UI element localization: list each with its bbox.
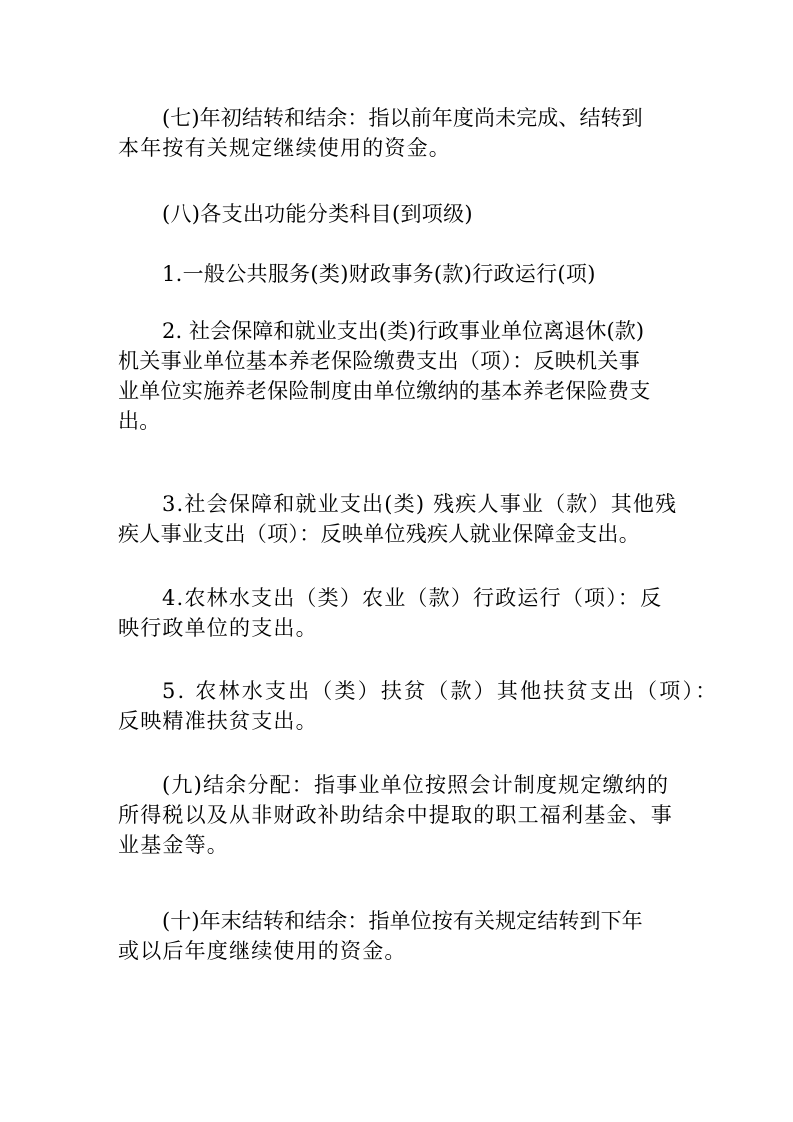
paragraph-surplus-distribution bbox=[118, 770, 688, 860]
text-line: 机关事业单位基本养老保险缴费支出（项）：反映机关事 bbox=[118, 349, 640, 373]
text-line: 映行政单位的支出。 bbox=[118, 616, 318, 640]
paragraph-year-start-carryover bbox=[118, 103, 688, 163]
paragraph-item-1 bbox=[118, 259, 688, 289]
paragraph-year-end-carryover bbox=[118, 906, 688, 966]
text-line: (八)各支出功能分类科目(到项级) bbox=[162, 202, 473, 226]
text-line: 3.社会保障和就业支出(类) 残疾人事业（款）其他残 bbox=[162, 492, 678, 516]
text-line: 业基金等。 bbox=[118, 833, 229, 857]
text-line: 业单位实施养老保险制度由单位缴纳的基本养老保险费支 bbox=[118, 379, 651, 403]
text-line: 5. 农林水支出（类）扶贫（款）其他扶贫支出（项）： bbox=[162, 679, 719, 703]
text-line: 或以后年度继续使用的资金。 bbox=[118, 939, 407, 963]
text-line: 所得税以及从非财政补助结余中提取的职工福利基金、事 bbox=[118, 803, 673, 827]
paragraph-item-5 bbox=[118, 676, 719, 736]
paragraph-expenditure-categories-heading bbox=[118, 199, 688, 229]
text-line: 反映精准扶贫支出。 bbox=[118, 709, 318, 733]
text-line: 4.农林水支出（类）农业（款）行政运行（项）：反 bbox=[162, 586, 663, 610]
text-line: 出。 bbox=[118, 409, 161, 433]
text-line: 疾人事业支出（项）：反映单位残疾人就业保障金支出。 bbox=[118, 522, 640, 546]
text-line: 1.一般公共服务(类)财政事务(款)行政运行(项) bbox=[162, 262, 596, 286]
paragraph-item-2 bbox=[118, 316, 688, 436]
paragraph-item-3 bbox=[118, 489, 688, 549]
text-line: (七)年初结转和结余：指以前年度尚未完成、结转到 bbox=[162, 106, 643, 130]
text-line: 2. 社会保障和就业支出(类)行政事业单位离退休(款) bbox=[162, 319, 645, 343]
text-line: (九)结余分配：指事业单位按照会计制度规定缴纳的 bbox=[162, 773, 670, 797]
text-line: (十)年末结转和结余：指单位按有关规定结转到下年 bbox=[162, 909, 643, 933]
paragraph-item-4 bbox=[118, 583, 688, 643]
text-line: 本年按有关规定继续使用的资金。 bbox=[118, 136, 451, 160]
